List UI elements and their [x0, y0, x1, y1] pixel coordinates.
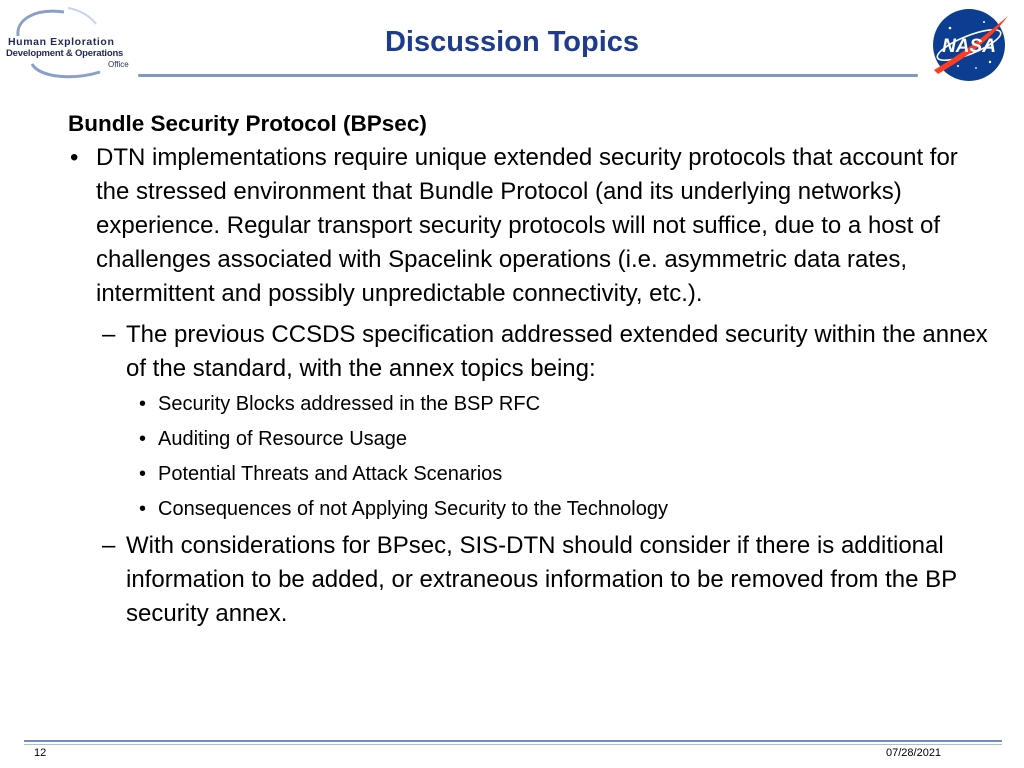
bullet-text: Auditing of Resource Usage [158, 428, 408, 450]
section-heading: Bundle Security Protocol (BPsec) [68, 111, 427, 136]
footer-divider-thin [24, 744, 1002, 745]
bullet-marker: • [139, 393, 147, 415]
bullet-text: Consequences of not Applying Security to the Technology [158, 498, 668, 520]
bullet-text: With considerations for BPsec, SIS-DTN should consider if there is additional information to be added, or extraneous information to be removed from the BP security annex. [126, 532, 957, 627]
bullet-level3 [68, 457, 988, 492]
heo-logo-line3: Office [108, 60, 129, 69]
bullet-level3 [68, 387, 988, 422]
bullet-level1 [68, 141, 988, 311]
nasa-logo [928, 4, 1010, 86]
bullet-marker: • [139, 463, 147, 485]
nasa-logo-text: NASA [942, 36, 996, 57]
title-divider [138, 74, 918, 77]
bullet-marker: • [70, 144, 79, 171]
dash-marker: – [102, 321, 116, 348]
bullet-text: Potential Threats and Attack Scenarios [158, 463, 503, 485]
heo-logo [4, 6, 140, 80]
heo-logo-line1: Human Exploration [8, 36, 115, 48]
dash-marker: – [102, 532, 116, 559]
bullet-level2 [68, 318, 988, 386]
bullet-level2 [68, 529, 988, 631]
nasa-meatball-icon [928, 4, 1010, 86]
page-number: 12 [34, 747, 47, 759]
bullet-text: DTN implementations require unique extended security protocols that account for the stressed environment that Bundle Protocol (and its underlying networks) experience. Regular transport security protocols will not suffice, due to a host of challenges associated with Spacelink operations (i.e. asymmetric data rates, intermittent and possibly unpredictable connectivity, etc.). [96, 144, 958, 307]
slide-content [68, 108, 988, 631]
bullet-level3 [68, 422, 988, 457]
bullet-level3 [68, 492, 988, 527]
footer-divider [24, 740, 1002, 742]
slide-title: Discussion Topics [384, 26, 640, 58]
heo-logo-line2: Development & Operations [6, 48, 124, 59]
bullet-text: Security Blocks addressed in the BSP RFC [158, 393, 541, 415]
footer-date: 07/28/2021 [886, 747, 942, 759]
bullet-marker: • [139, 498, 147, 520]
bullet-marker: • [139, 428, 147, 450]
bullet-text: The previous CCSDS specification addressed extended security within the annex of the standard, with the annex topics being: [126, 321, 988, 382]
